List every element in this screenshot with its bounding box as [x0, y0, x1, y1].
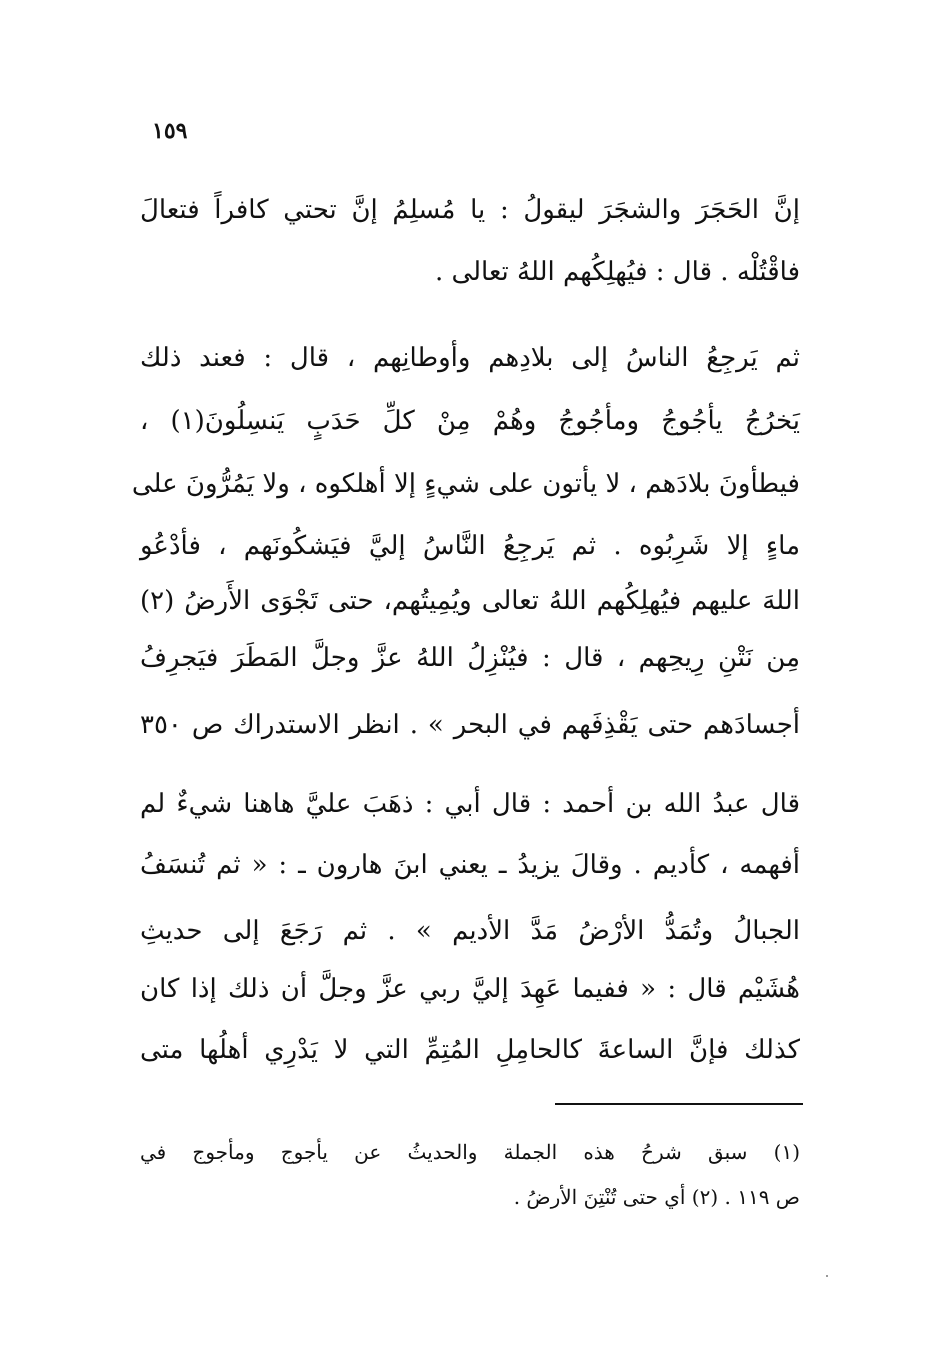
text-line: الجبالُ وتُمَدُّ الأرْضُ مَدَّ الأديم » . ثم رَجَعَ إلى حديثِ [140, 916, 800, 946]
text-line: أفهمه ، كأديم . وقالَ يزيدُ ـ يعني ابنَ هارون ـ : « ثم تُنسَفُ [140, 850, 800, 880]
footnote-divider [555, 1103, 803, 1105]
text-line: مِن نَتْنِ رِيحِهم ، قال : فيُنْزِلُ اللهُ عزَّ وجلَّ المَطَرَ فيَجرِفُ [140, 643, 800, 673]
footnote-line: ص ١١٩ . (٢) أي حتى تُنْتِنَ الأرضُ . [513, 1185, 800, 1209]
text-line: فاقْتُلْه . قال : فيُهلِكُهم اللهُ تعالى . [434, 257, 800, 287]
text-line: كذلك فإنَّ الساعةَ كالحامِلِ المُتِمِّ التي لا يَدْرِي أهلُها متى [140, 1035, 800, 1065]
text-line: فيطأونَ بلادَهم ، لا يأتون على شيءٍ إلا أهلكوه ، ولا يَمُرُّونَ على [131, 469, 800, 499]
text-line: قال عبدُ الله بن أحمد : قال أبي : ذهَبَ عليَّ هاهنا شيءٌ لم [140, 789, 800, 819]
text-line: أجسادَهم حتى يَقْذِفَهم في البحر » . انظر الاستدراك ص ٣٥٠ [140, 710, 800, 740]
text-line: ماءٍ إلا شَرِبُوه . ثم يَرجِعُ النَّاسُ إليَّ فيَشكُونَهم ، فأدْعُو [140, 531, 800, 561]
text-line: يَخرُجُ يأجُوجُ ومأجُوجُ وهُمْ مِنْ كلِّ حَدَبٍ يَنسِلُونَ(١) ، [140, 406, 800, 436]
footnote-line: (١) سبق شرحُ هذه الجملة والحديثُ عن يأجوج ومأجوج في [140, 1140, 800, 1164]
scan-speck [826, 1275, 828, 1277]
page-number: ١٥٩ [152, 118, 188, 144]
text-line: هُشَيْم قال : « ففيما عَهِدَ إليَّ ربي عزَّ وجلَّ أن ذلك إذا كان [140, 974, 800, 1004]
text-line: إنَّ الحَجَرَ والشجَرَ ليقولُ : يا مُسلِمُ إنَّ تحتي كافراً فتعالَ [140, 195, 800, 225]
text-line: اللهَ عليهم فيُهلِكُهم اللهُ تعالى ويُمِيتُهم، حتى تَجْوَى الأَرضُ (٢) [140, 586, 800, 616]
text-line: ثم يَرجِعُ الناسُ إلى بلادِهم وأوطانِهم ، قال : فعند ذلك [140, 343, 800, 373]
